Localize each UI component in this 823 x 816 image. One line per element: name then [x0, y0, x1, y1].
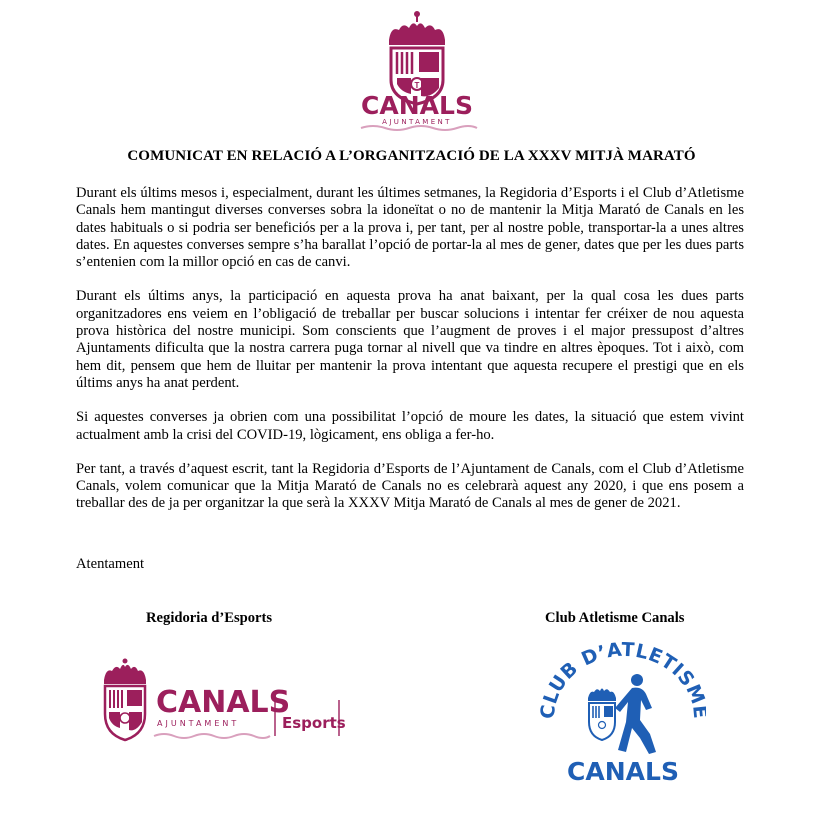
logo-subword-text: AJUNTAMENT	[382, 118, 452, 126]
left-logo-word-text: CANALS	[156, 685, 291, 720]
signature-label-regidoria: Regidoria d’Esports	[146, 610, 273, 626]
paragraph: Durant els últims anys, la participació en aquesta prova ha anat baixant, per la qual cosa les dues parts organitzadores ens veiem en l’obligació de treballar per buscar solucions i intentar fer créixer de nou aquesta prova històrica del nostre municipi. Som conscients que l’augment de proves i el major pressupost d’altres Ajuntaments dificulta que la nostra carrera puga tornar al nivell que va tindre en altres èpoques. Tot i això, com hem dit, pensem que hem de lluitar per mantenir la prova intentant que aquesta recupere el prestigi que en els últims anys ha anat perdent.	[76, 288, 744, 391]
ajuntament-esports-logo	[96, 656, 346, 748]
left-logo-dept-text: Esports	[282, 714, 346, 732]
paragraph: Durant els últims mesos i, especialment, durant les últimes setmanes, la Regidoria d’Esports i el Club d’Atletisme Canals hem mantingut diverses converses sobra la idoneïtat o no de mantenir la Mitja Marató de Canals en les dates habituals o si podria ser beneficiós per a la prova i, per tant, per al nostre poble, transportar-la a unes altres dates. En aquestes converses sempre s’ha barallat l’opció de portar-la al mes de gener, dates que per les dues parts s’entenien com la millor opció en cas de canvi.	[76, 185, 744, 271]
club-atletisme-logo	[540, 642, 706, 792]
svg-text:T: T	[414, 81, 420, 90]
club-arc-text: LUB D’ATLETIS	[540, 642, 699, 707]
document-title: COMUNICAT EN RELACIÓ A L’ORGANITZACIÓ DE LA XXXV MITJÀ MARATÓ	[127, 148, 696, 164]
paragraph: Per tant, a través d’aquest escrit, tant la Regidoria d’Esports de l’Ajuntament de Canals, com el Club d’Atletisme Canals, volem comunicar que la Mitja Marató de Canals no es celebrarà aquest any 2020, i que ens posem a treballar des de ja per organitzar la que serà la XXXV Mitja Marató de Canals al mes de gener de 2021.	[76, 460, 744, 512]
ajuntament-canals-logo	[355, 8, 480, 132]
paragraph: Si aquestes converses ja obrien com una possibilitat l’opció de moure les dates, la situació que estem vivint actualment amb la crisi del COVID-19, lògicament, ens obliga a fer-ho.	[76, 409, 744, 443]
left-logo-subword-text: AJUNTAMENT	[157, 719, 240, 728]
signature-label-club: Club Atletisme Canals	[545, 610, 685, 626]
logo-word-text: CANALS	[361, 91, 473, 120]
closing-text: Atentament	[76, 556, 145, 572]
document-body	[76, 185, 744, 530]
club-word-text: CANALS	[567, 757, 679, 786]
